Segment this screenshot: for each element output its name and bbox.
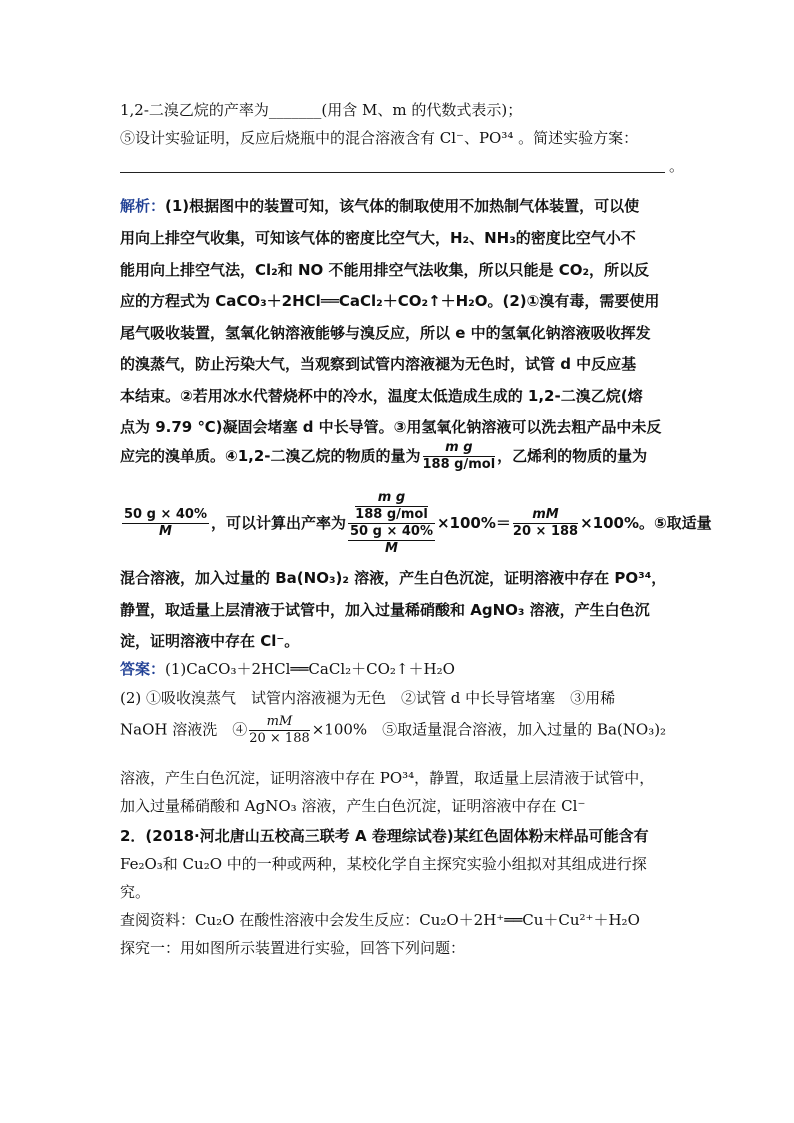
question-line-yield: 1,2‑二溴乙烷的产率为_______(用含 M、m 的代数式表示)； [120, 101, 523, 119]
analysis-line-13: 淀，证明溶液中存在 Cl⁻。 [120, 632, 300, 650]
analysis-line-8: 点为 9.79 ℃)凝固会堵塞 d 中长导管。③用氢氧化钠溶液可以洗去粗产品中未反 [120, 418, 662, 436]
fraction-mM-over-20x188 [513, 507, 578, 540]
analysis-text-10c: ×100%。⑤取适量 [580, 514, 712, 532]
analysis-label: 解析： [120, 197, 166, 215]
fraction-denominator: 188 g/mol [355, 507, 428, 522]
compound-numerator [348, 490, 435, 524]
fraction-mM-answer [249, 714, 310, 747]
fraction-mg-over-188 [423, 440, 496, 473]
analysis-line-4: 应的方程式为 CaCO₃＋2HCl══CaCl₂＋CO₂↑＋H₂O。(2)①溴有毒，需要使用 [120, 292, 660, 310]
analysis-line-12: 静置，取适量上层清液于试管中，加入过量稀硝酸和 AgNO₃ 溶液，产生白色沉 [120, 601, 650, 619]
analysis-text-9b: ，乙烯利的物质的量为 [497, 447, 648, 465]
answer-line-2: (2) ①吸收溴蒸气 试管内溶液褪为无色 ②试管 d 中长导管堵塞 ③用稀 [120, 689, 616, 707]
analysis-text-9a: 应完的溴单质。④1,2‑二溴乙烷的物质的量为 [120, 447, 421, 465]
fraction-denominator: 188 g/mol [422, 457, 496, 472]
fraction-numerator: 50 g × 40% [350, 524, 433, 539]
answer-text-3b: ×100% ⑤取适量混合溶液，加入过量的 Ba(NO₃)₂ [311, 720, 667, 739]
question-line-design: ⑤设计实验证明，反应后烧瓶中的混合溶液含有 Cl⁻、PO³⁴ 。简述实验方案： [120, 129, 639, 147]
fraction-denominator: 20 × 188 [249, 731, 310, 746]
answer-line-5: 加入过量稀硝酸和 AgNO₃ 溶液，产生白色沉淀，证明溶液中存在 Cl⁻ [120, 797, 586, 815]
analysis-line-9 [120, 440, 647, 473]
question2-line-1: 2．(2018·河北唐山五校高三联考 A 卷理综试卷)某红色固体粉末样品可能含有 [120, 827, 649, 845]
fraction-50g-over-M [122, 507, 209, 540]
analysis-line-5: 尾气吸收装置，氢氧化钠溶液能够与溴反应，所以 e 中的氢氧化钠溶液吸收挥发 [120, 324, 651, 342]
fraction-numerator: m g [423, 440, 496, 457]
answer-line-1 [120, 659, 455, 679]
fraction-denominator: 20 × 188 [512, 524, 579, 539]
analysis-text-10a: ，可以计算出产率为 [210, 514, 346, 532]
analysis-line-1 [120, 196, 639, 216]
answer-text-1: (1)CaCO₃＋2HCl══CaCl₂＋CO₂↑＋H₂O [165, 660, 455, 678]
answer-text-3a: NaOH 溶液洗 ④ [120, 720, 248, 739]
fraction-denominator: M [159, 524, 172, 539]
analysis-line-6: 的溴蒸气，防止污染大气，当观察到试管内溶液褪为无色时，试管 d 中反应基 [120, 355, 637, 373]
question2-line-3: 究。 [120, 883, 151, 901]
analysis-text-1: (1)根据图中的装置可知，该气体的制取使用不加热制气体装置，可以使 [165, 197, 640, 215]
fraction-denominator: M [385, 541, 398, 556]
fraction-numerator: 50 g × 40% [124, 507, 207, 522]
analysis-line-10 [120, 490, 712, 557]
analysis-line-2: 用向上排空气收集，可知该气体的密度比空气大，H₂、NH₃的密度比空气小不 [120, 229, 636, 247]
fraction-numerator: m g [355, 490, 428, 507]
analysis-text-10b: ×100%＝ [436, 514, 511, 532]
period-mark: 。 [669, 157, 685, 175]
question2-line-4: 查阅资料：Cu₂O 在酸性溶液中会发生反应：Cu₂O＋2H⁺══Cu＋Cu²⁺＋H₂O [120, 911, 640, 929]
answer-line-3 [120, 714, 666, 747]
question2-line-2: Fe₂O₃和 Cu₂O 中的一种或两种，某校化学自主探究实验小组拟对其组成进行探 [120, 855, 647, 873]
question2-line-5: 探究一：用如图所示装置进行实验，回答下列问题： [120, 939, 466, 957]
analysis-line-7: 本结束。②若用冰水代替烧杯中的冷水，温度太低造成生成的 1,2‑二溴乙烷(熔 [120, 387, 643, 405]
answer-line-4: 溶液，产生白色沉淀，证明溶液中存在 PO³⁴，静置，取适量上层清液于试管中， [120, 769, 655, 787]
answer-label: 答案： [120, 660, 166, 678]
compound-denominator [348, 524, 435, 557]
answer-blank-line [120, 172, 665, 173]
analysis-line-3: 能用向上排空气法，Cl₂和 NO 不能用排空气法收集，所以只能是 CO₂，所以反 [120, 261, 650, 279]
compound-fraction [348, 490, 435, 557]
fraction-numerator: mM [513, 507, 578, 524]
fraction-numerator: mM [249, 714, 310, 731]
analysis-line-11: 混合溶液，加入过量的 Ba(NO₃)₂ 溶液，产生白色沉淀，证明溶液中存在 PO³⁴， [120, 569, 667, 587]
